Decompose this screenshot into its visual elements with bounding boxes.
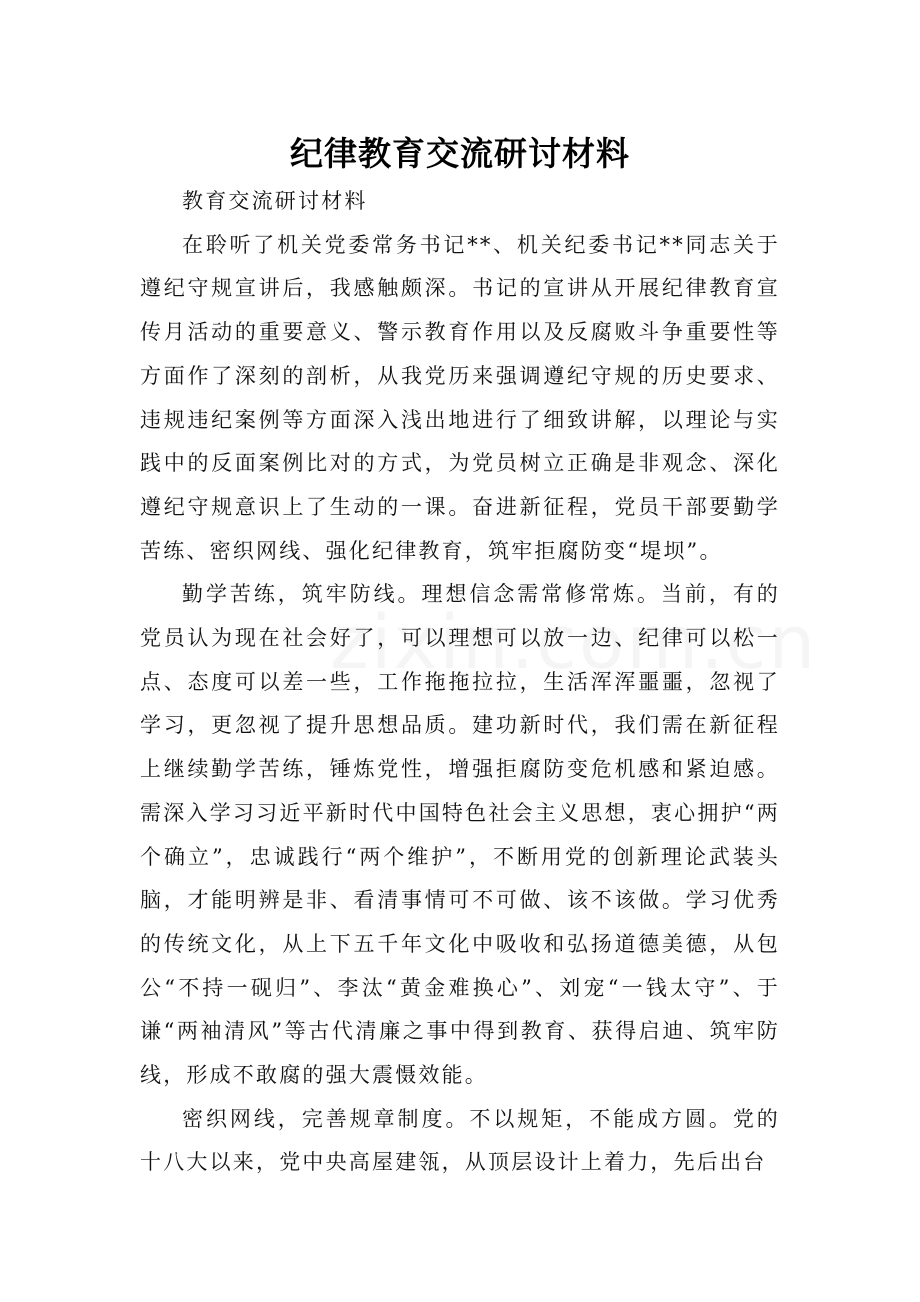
body-paragraph: 在聆听了机关党委常务书记**、机关纪委书记**同志关于遵纪守规宣讲后，我感触颇深。书记的宣讲从开展纪律教育宣传月活动的重要意义、警示教育作用以及反腐败斗争重要性等方面作了深刻的剖析，从我党历来强调遵纪守规的历史要求、违规违纪案例等方面深入浅出地进行了细致讲解，以理论与实践中的反面案例比对的方式，为党员树立正确是非观念、深化遵纪守规意识上了生动的一课。奋进新征程，党员干部要勤学苦练、密织网线、强化纪律教育，筑牢拒腐防变“堤坝”。: [140, 232, 780, 563]
subtitle-paragraph: 教育交流研讨材料: [182, 189, 368, 213]
document-body: [140, 180, 780, 1185]
document-title: 纪律教育交流研讨材料: [290, 134, 630, 174]
body-paragraph: 密织网线，完善规章制度。不以规矩，不能成方圆。党的十八大以来，党中央高屋建瓴，从顶层设计上着力，先后出台: [140, 1106, 780, 1175]
body-paragraph: 勤学苦练，筑牢防线。理想信念需常修常炼。当前，有的党员认为现在社会好了，可以理想可以放一边、纪律可以松一点、态度可以差一些，工作拖拖拉拉，生活浑浑噩噩，忽视了学习，更忽视了提升思想品质。建功新时代，我们需在新征程上继续勤学苦练，锤炼党性，增强拒腐防变危机感和紧迫感。需深入学习习近平新时代中国特色社会主义思想，衷心拥护“两个确立”，忠诚践行“两个维护”，不断用党的创新理论武装头脑，才能明辨是非、看清事情可不可做、该不该做。学习优秀的传统文化，从上下五千年文化中吸收和弘扬道德美德，从包公“不持一砚归”、李汰“黄金难换心”、刘宠“一钱太守”、于谦“两袖清风”等古代清廉之事中得到教育、获得启迪、筑牢防线，形成不敢腐的强大震慑效能。: [140, 582, 780, 1088]
